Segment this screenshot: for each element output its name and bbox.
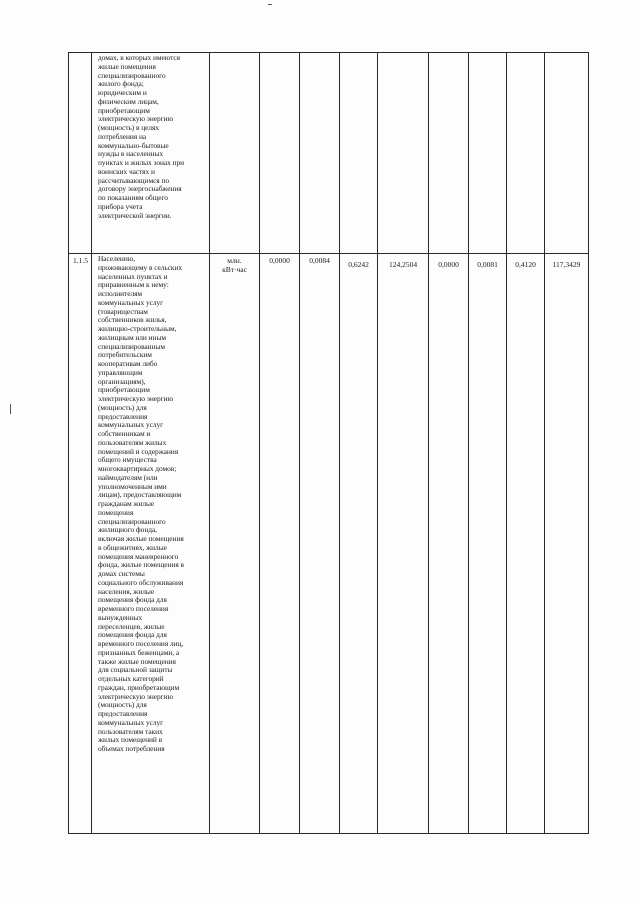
cell-value-8 — [545, 53, 589, 254]
row-value-5: 0,0000 — [429, 254, 469, 834]
cell-description: домах, в которых имеются жилые помещения специализированного жилого фонда; юридическим и физическим лицам, приобретающим электрическую энергию (мощность) в целях потребления на коммунально-бытовые нужды в населенных пунктах и жилых зонах при воинских частях и рассчитывающимся по договору энергоснабжения по показаниям общего прибора учета электрической энергии. — [92, 53, 210, 254]
cell-unit — [210, 53, 260, 254]
table-row-continued — [69, 53, 589, 254]
row-unit: млн. кВт·час — [210, 254, 260, 834]
cell-value-3 — [340, 53, 378, 254]
scan-mark-left — [10, 404, 11, 414]
row-value-3: 0,6242 — [340, 254, 378, 834]
row-value-2: 0,0084 — [300, 254, 340, 834]
cell-value-1 — [260, 53, 300, 254]
row-value-6: 0,0081 — [469, 254, 507, 834]
cell-number — [69, 53, 92, 254]
cell-value-6 — [469, 53, 507, 254]
row-description: Населению, проживающему в сельских населенных пунктах и приравненным к нему: исполнителям коммунальных услуг (товариществам собственников жилья, жилищно-строительным, жилищным или иным специализированным потребительским кооперативам либо управляющим организациям), приобретающим электрическую энергию (мощность) для предоставления коммунальных услуг собственникам и пользователям жилых помещений и содержания общего имущества многоквартирных домов; наймодателям (или уполномоченным ими лицам), предоставляющим гражданам жилые помещения специализированного жилищного фонда, включая жилые помещения в общежитиях, жилые помещения маневренного фонда, жилые помещения в домах системы социального обслуживания населения, жилые помещения фонда для временного поселения вынужденных переселенцев, жилые помещения фонда для временного поселения лиц, признанных беженцами, а также жилые помещения для социальной защиты отдельных категорий граждан, приобретающим электрическую энергию (мощность) для предоставления коммунальных услуг пользователям таких жилых помещений в объемах потребления — [92, 254, 210, 834]
row-value-1: 0,0000 — [260, 254, 300, 834]
row-value-8: 117,3429 — [545, 254, 589, 834]
tariff-balance-table — [68, 52, 589, 834]
table-row-1-1-5 — [69, 254, 589, 834]
row-number: 1.1.5 — [69, 254, 92, 834]
cell-value-7 — [507, 53, 545, 254]
row-value-7: 0,4120 — [507, 254, 545, 834]
cell-value-2 — [300, 53, 340, 254]
cell-value-5 — [429, 53, 469, 254]
row-value-4: 124,2504 — [378, 254, 429, 834]
scan-mark-top — [268, 4, 272, 5]
cell-value-4 — [378, 53, 429, 254]
